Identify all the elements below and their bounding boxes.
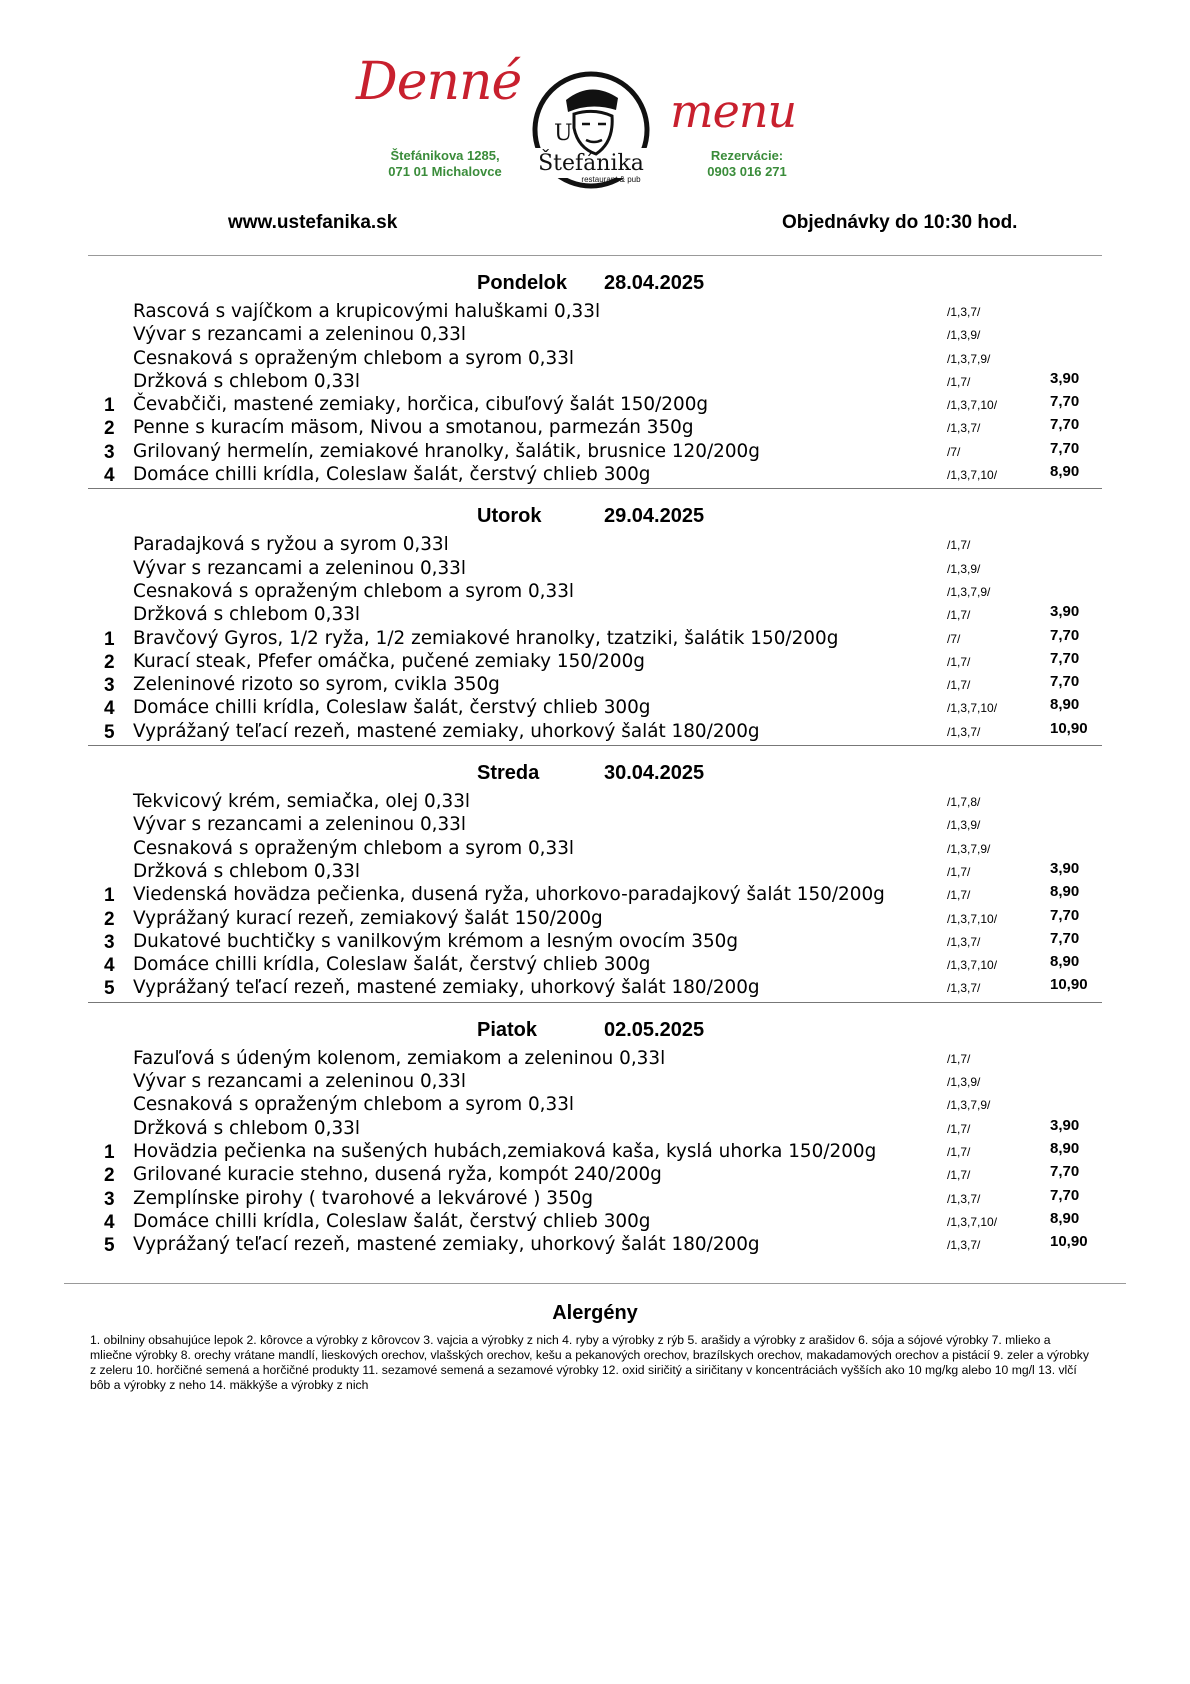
allergen-codes: /1,3,7,10/ [947,398,998,413]
menu-item [88,1093,1102,1116]
day-heading [88,503,1102,533]
item-number: 2 [104,908,115,930]
item-price: 3,90 [1050,369,1080,387]
menu-item [88,1187,1102,1210]
address-city: 071 01 Michalovce [388,164,502,179]
divider [88,255,1102,256]
menu-item [88,930,1102,953]
allergen-codes: /1,7/ [947,888,971,903]
item-number: 2 [104,651,115,673]
menu-item [88,347,1102,370]
allergen-codes: /1,7/ [947,538,971,553]
dish-name: Vývar s rezancami a zeleninou 0,33l [133,1071,466,1093]
allergen-codes: /1,3,9/ [947,328,981,343]
item-number: 1 [104,628,115,650]
menu-item [88,1117,1102,1140]
menu-item [88,720,1102,743]
allergen-codes: /1,7/ [947,654,971,669]
item-number: 3 [104,441,115,463]
dish-name: Vývar s rezancami a zeleninou 0,33l [133,814,466,836]
allergens-text: 1. obilniny obsahujúce lepok 2. kôrovce a výrobky z kôrovcov 3. vajcia a výrobky z nich 4. ryby a výrobky z rýb 5. arašidy a výrobky z arašidov 6. sója a sójové výrobky 7. mlieko a mliečne výrobky 8. orechy vrátane mandlí, lieskových orechov, vlašských orechov, kešu a pekanových orechov, brazílskych orechov, makadamových orechov a pistácií 9. zeler a výrobky z zeleru 10. horčičné semená a horčičné produkty 11. sezamové semená a sezamové výrobky 12. oxid siričitý a siričitany v koncentráciách vyšších ako 10 mg/kg alebo 10 mg/l 13. vlčí bôb a výrobky z neho 14. mäkkýše a výrobky z nich [90,1333,1089,1392]
dish-name: Zemplínske pirohy ( tvarohové a lekvárové ) 350g [133,1187,594,1209]
dish-name: Grilované kuracie stehno, dusená ryža, kompót 240/200g [133,1164,662,1186]
day-heading [88,270,1102,300]
item-number: 2 [104,418,115,440]
dish-name: Viedenská hovädza pečienka, dusená ryža, uhorkovo-paradajkový šalát 150/200g [133,884,885,906]
menu-days [88,270,1102,1256]
allergen-codes: /1,3,7,10/ [947,1214,998,1229]
item-price: 8,90 [1050,463,1080,481]
allergen-codes: /1,7/ [947,1144,971,1159]
menu-item [88,837,1102,860]
menu-item [88,440,1102,463]
address [380,148,510,180]
dish-name: Cesnaková s opraženým chlebom a syrom 0,33l [133,347,575,369]
menu-item [88,416,1102,439]
allergen-codes: /1,3,7/ [947,934,981,949]
menu-item [88,300,1102,323]
dish-name: Domáce chilli krídla, Coleslaw šalát, čerstvý chlieb 300g [133,464,651,486]
day-heading [88,1017,1102,1047]
item-price: 10,90 [1050,719,1088,737]
menu-item [88,883,1102,906]
dish-name: Kurací steak, Pfefer omáčka, pučené zemiaky 150/200g [133,650,645,672]
item-price: 10,90 [1050,976,1088,994]
allergen-codes: /7/ [947,631,961,646]
item-number: 1 [104,885,115,907]
item-price: 7,70 [1050,673,1080,691]
header [0,0,1190,233]
menu-item [88,603,1102,626]
menu-item [88,533,1102,556]
reservation [697,148,797,180]
day-date: 02.05.2025 [604,1018,705,1041]
menu-item [88,860,1102,883]
divider [64,1283,1126,1284]
day-section [88,503,1102,746]
allergen-codes: /1,3,7,9/ [947,1098,991,1113]
allergen-codes: /1,3,7/ [947,1191,981,1206]
allergen-codes: /1,7,8/ [947,795,981,810]
website[interactable]: www.ustefanika.sk [228,212,398,233]
logo-letter: U [554,121,573,146]
dish-name: Vyprážaný kurací rezeň, zemiakový šalát 150/200g [133,907,603,929]
menu-item [88,1233,1102,1256]
item-number: 4 [104,1211,115,1233]
dish-name: Vyprážaný teľací rezeň, mastené zemiaky, uhorkový šalát 180/200g [133,1234,760,1256]
dish-name: Cesnaková s opraženým chlebom a syrom 0,33l [133,580,575,602]
allergens-title: Alergény [552,1302,638,1324]
menu-item [88,953,1102,976]
day-divider [88,488,1102,489]
dish-name: Vývar s rezancami a zeleninou 0,33l [133,324,466,346]
day-divider [88,745,1102,746]
menu-item [88,1163,1102,1186]
reservation-label: Rezervácie: [710,148,784,163]
allergen-codes: /1,3,9/ [947,561,981,576]
item-price: 10,90 [1050,1233,1088,1251]
item-number: 3 [104,931,115,953]
item-number: 2 [104,1165,115,1187]
dish-name: Domáce chilli krídla, Coleslaw šalát, čerstvý chlieb 300g [133,697,651,719]
menu-item [88,696,1102,719]
menu-item [88,627,1102,650]
allergen-codes: /7/ [947,444,961,459]
allergen-codes: /1,7/ [947,1168,971,1183]
item-price: 8,90 [1050,1209,1080,1227]
allergen-codes: /1,7/ [947,374,971,389]
allergen-codes: /1,3,9/ [947,1075,981,1090]
item-number: 1 [104,1141,115,1163]
item-price: 7,70 [1050,626,1080,644]
cap-icon [566,89,618,112]
allergen-codes: /1,3,7/ [947,421,981,436]
allergen-codes: /1,7/ [947,678,971,693]
dish-name: Fazuľová s údeným kolenom, zemiakom a zeleninou 0,33l [133,1047,666,1069]
reservation-phone: 0903 016 271 [707,164,787,179]
allergen-codes: /1,7/ [947,864,971,879]
menu-item [88,370,1102,393]
dish-name: Čevabčiči, mastené zemiaky, horčica, cibuľový šalát 150/200g [133,394,709,416]
dish-name: Tekvicový krém, semiačka, olej 0,33l [133,791,471,813]
allergen-codes: /1,3,7/ [947,305,981,319]
menu-item [88,557,1102,580]
menu-item [88,1070,1102,1093]
day-date: 30.04.2025 [604,762,705,785]
allergen-codes: /1,3,7,10/ [947,911,998,926]
allergen-codes: /1,3,7/ [947,1238,981,1253]
item-number: 1 [104,395,115,417]
allergen-codes: /1,3,7,10/ [947,468,998,483]
menu-item [88,463,1102,486]
menu-item [88,650,1102,673]
day-date: 28.04.2025 [604,272,705,294]
item-price: 8,90 [1050,883,1080,901]
day-name: Utorok [477,505,542,528]
day-date: 29.04.2025 [604,505,705,528]
dish-name: Grilovaný hermelín, zemiakové hranolky, šalátik, brusnice 120/200g [133,440,760,462]
item-price: 7,70 [1050,649,1080,667]
item-number: 4 [104,698,115,720]
day-section [88,270,1102,489]
dish-name: Domáce chilli krídla, Coleslaw šalát, čerstvý chlieb 300g [133,954,651,976]
address-street: Štefánikova 1285, [390,148,500,163]
dish-name: Držková s chlebom 0,33l [133,860,360,882]
allergen-codes: /1,3,7,9/ [947,584,991,599]
menu-item [88,1047,1102,1070]
day-heading [88,760,1102,790]
menu-item [88,1140,1102,1163]
item-price: 8,90 [1050,953,1080,971]
dish-name: Vyprážaný teľací rezeň, mastené zemiaky, uhorkový šalát 180/200g [133,977,760,999]
item-price: 8,90 [1050,696,1080,714]
item-number: 5 [104,721,115,743]
dish-name: Hovädzia pečienka na sušených hubách,zemiaková kaša, kyslá uhorka 150/200g [133,1140,877,1162]
logo-sub: restaurant & pub [581,175,641,184]
item-price: 7,70 [1050,1186,1080,1204]
item-price: 7,70 [1050,439,1080,457]
dish-name: Držková s chlebom 0,33l [133,1117,360,1139]
item-price: 7,70 [1050,416,1080,434]
allergen-codes: /1,3,7/ [947,981,981,996]
item-number: 5 [104,1235,115,1257]
day-divider [88,1002,1102,1003]
menu-item [88,1210,1102,1233]
dish-name: Bravčový Gyros, 1/2 ryža, 1/2 zemiakové hranolky, tzatziki, šalátik 150/200g [133,627,839,649]
dish-name: Cesnaková s opraženým chlebom a syrom 0,33l [133,1094,575,1116]
item-number: 3 [104,1188,115,1210]
menu-item [88,907,1102,930]
menu-item [88,673,1102,696]
dish-name: Vyprážaný teľací rezeň, mastené zemiaky, uhorkový šalát 180/200g [133,720,760,742]
item-price: 3,90 [1050,859,1080,877]
allergen-codes: /1,3,7,9/ [947,351,991,366]
item-price: 8,90 [1050,1139,1080,1157]
allergen-codes: /1,3,7/ [947,724,981,739]
dish-name: Penne s kuracím mäsom, Nivou a smotanou, parmezán 350g [133,417,694,439]
item-number: 4 [104,465,115,487]
menu-item [88,323,1102,346]
allergen-codes: /1,7/ [947,1051,971,1066]
dish-name: Držková s chlebom 0,33l [133,370,360,392]
day-name: Pondelok [477,272,568,294]
orders-deadline: Objednávky do 10:30 hod. [782,212,1018,233]
allergen-codes: /1,3,7,9/ [947,841,991,856]
day-name: Piatok [477,1018,538,1041]
logo-name: Štefánika [538,151,644,176]
dish-name: Paradajková s ryžou a syrom 0,33l [133,534,449,556]
item-price: 7,70 [1050,906,1080,924]
title-denne: Denné [356,52,522,112]
restaurant-logo [526,68,656,198]
dish-name: Domáce chilli krídla, Coleslaw šalát, čerstvý chlieb 300g [133,1210,651,1232]
allergen-codes: /1,3,9/ [947,818,981,833]
dish-name: Cesnaková s opraženým chlebom a syrom 0,33l [133,837,575,859]
menu-item [88,790,1102,813]
menu-item [88,580,1102,603]
allergen-codes: /1,3,7,10/ [947,958,998,973]
dish-name: Držková s chlebom 0,33l [133,604,360,626]
menu-item [88,393,1102,416]
item-price: 7,70 [1050,1163,1080,1181]
menu-item [88,813,1102,836]
allergen-codes: /1,7/ [947,1121,971,1136]
item-price: 7,70 [1050,393,1080,411]
day-name: Streda [477,762,540,785]
face-icon [574,111,612,154]
item-price: 3,90 [1050,603,1080,621]
day-section [88,760,1102,1003]
dish-name: Dukatové buchtičky s vanilkovým krémom a lesným ovocím 350g [133,930,739,952]
day-section [88,1017,1102,1257]
dish-name: Rascová s vajíčkom a krupicovými haluškami 0,33l [133,301,601,322]
allergen-codes: /1,3,7,10/ [947,701,998,716]
item-price: 3,90 [1050,1116,1080,1134]
item-price: 7,70 [1050,929,1080,947]
dish-name: Vývar s rezancami a zeleninou 0,33l [133,557,466,579]
item-number: 4 [104,955,115,977]
title-menu: menu [670,84,797,138]
item-number: 3 [104,675,115,697]
allergen-codes: /1,7/ [947,608,971,623]
dish-name: Zeleninové rizoto so syrom, cvikla 350g [133,674,500,696]
item-number: 5 [104,978,115,1000]
menu-item [88,976,1102,999]
